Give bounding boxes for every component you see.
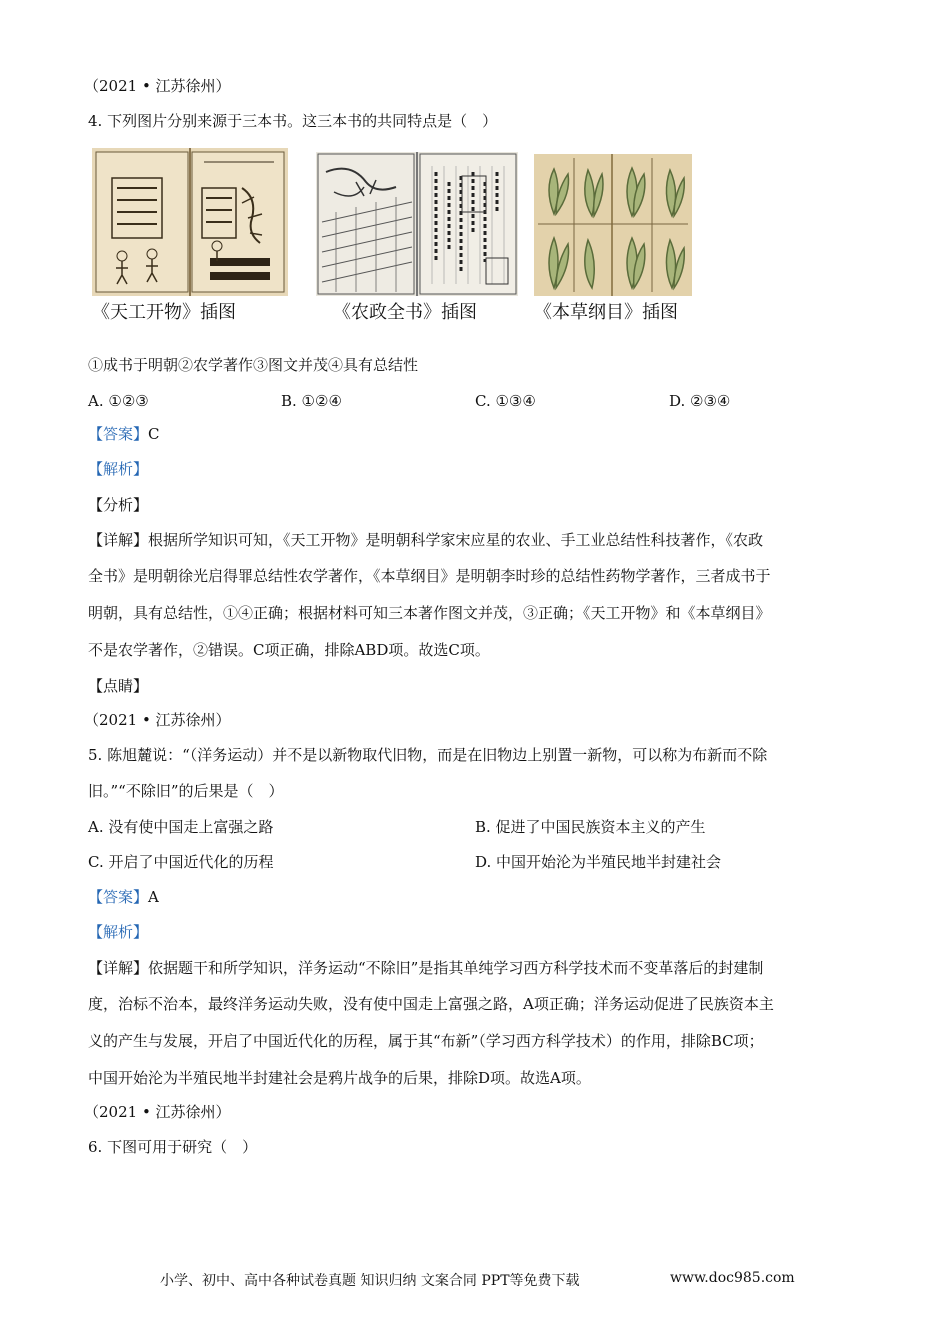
q4-statements: ①成书于明朝②农学著作③图文并茂④具有总结性: [88, 356, 419, 374]
tiangong-kaiwu-illustration: [92, 148, 288, 296]
bencao-gangmu-illustration: [534, 154, 692, 296]
q5-option-c: C. 开启了中国近代化的历程: [88, 853, 274, 871]
tiangong-kaiwu-image: [92, 148, 288, 296]
bencao-gangmu-image: [534, 154, 692, 296]
q5-answer-value: A: [148, 888, 159, 906]
q5-option-b: B. 促进了中国民族资本主义的产生: [475, 818, 706, 836]
q4-detail-line-1: [88, 530, 763, 550]
q4-option-d: D. ②③④: [669, 392, 731, 410]
q4-detail-line-4: 不是农学著作，②错误。C项正确，排除ABD项。故选C项。: [88, 641, 490, 659]
q4-option-a: A. ①②③: [88, 392, 149, 410]
q4-stem: 4. 下列图片分别来源于三本书。这三本书的共同特点是（ ）: [88, 112, 498, 130]
nongzheng-quanshu-illustration: [316, 152, 518, 296]
q5-stem-line-2: 旧。”“不除旧”的后果是（ ）: [88, 782, 284, 800]
footer-text: 小学、初中、高中各种试卷真题 知识归纳 文案合同 PPT等免费下载: [160, 1273, 580, 1289]
q4-answer-label: 【答案】: [88, 425, 149, 443]
q5-stem-line-1: 5. 陈旭麓说：“（洋务运动）并不是以新物取代旧物，而是在旧物边上别置一新物，可以称为布新而不除: [88, 746, 768, 764]
q5-detail-label: 【详解】: [88, 959, 149, 977]
q4-answer-value: C: [148, 425, 160, 443]
q5-jiexi-label: 【解析】: [88, 923, 149, 941]
nongzheng-quanshu-image: [316, 152, 518, 296]
q5-source: （2021 • 江苏徐州）: [84, 711, 231, 729]
q5-detail-line-1: [88, 958, 763, 978]
q4-answer: [88, 424, 160, 444]
q4-jiexi-label: 【解析】: [88, 460, 149, 478]
q4-fenxi-label: 【分析】: [88, 496, 149, 514]
q4-dianjing-label: 【点睛】: [88, 677, 149, 695]
q4-detail-line-3: 明朝，具有总结性，①④正确；根据材料可知三本著作图文并茂，③正确；《天工开物》和《本草纲目》: [88, 604, 771, 622]
q6-stem: 6. 下图可用于研究（ ）: [88, 1138, 258, 1156]
caption-tiangong-kaiwu: 《天工开物》插图: [92, 302, 236, 323]
q4-detail-line-2: 全书》是明朝徐光启得罪总结性农学著作，《本草纲目》是明朝李时珍的总结性药物学著作，三者成书于: [88, 567, 771, 585]
caption-bencao-gangmu: 《本草纲目》插图: [534, 302, 678, 323]
q5-detail-line-3: 义的产生与发展，开启了中国近代化的历程，属于其“布新”（学习西方科学技术）的作用，排除BC项；: [88, 1032, 764, 1050]
q5-answer-label: 【答案】: [88, 888, 149, 906]
q5-option-d: D. 中国开始沦为半殖民地半封建社会: [475, 853, 722, 871]
q5-answer: [88, 887, 159, 907]
caption-nongzheng-quanshu: 《农政全书》插图: [333, 302, 477, 323]
q4-detail-text-1: 根据所学知识可知，《天工开物》是明朝科学家宋应星的农业、手工业总结性科技著作，《农政: [148, 531, 764, 549]
q4-source: （2021 • 江苏徐州）: [84, 77, 231, 95]
q5-detail-line-2: 度，治标不治本，最终洋务运动失败，没有使中国走上富强之路，A项正确；洋务运动促进了民族资本主: [88, 995, 774, 1013]
q4-option-b: B. ①②④: [281, 392, 342, 410]
q4-option-c: C. ①③④: [475, 392, 536, 410]
q5-detail-text-1: 依据题干和所学知识，洋务运动“不除旧”是指其单纯学习西方科学技术而不变革落后的封建制: [148, 959, 764, 977]
q6-source: （2021 • 江苏徐州）: [84, 1103, 231, 1121]
q5-detail-line-4: 中国开始沦为半殖民地半封建社会是鸦片战争的后果，排除D项。故选A项。: [88, 1069, 591, 1087]
footer-url[interactable]: www.doc985.com: [670, 1270, 795, 1286]
q4-detail-label: 【详解】: [88, 531, 149, 549]
q5-option-a: A. 没有使中国走上富强之路: [88, 818, 274, 836]
